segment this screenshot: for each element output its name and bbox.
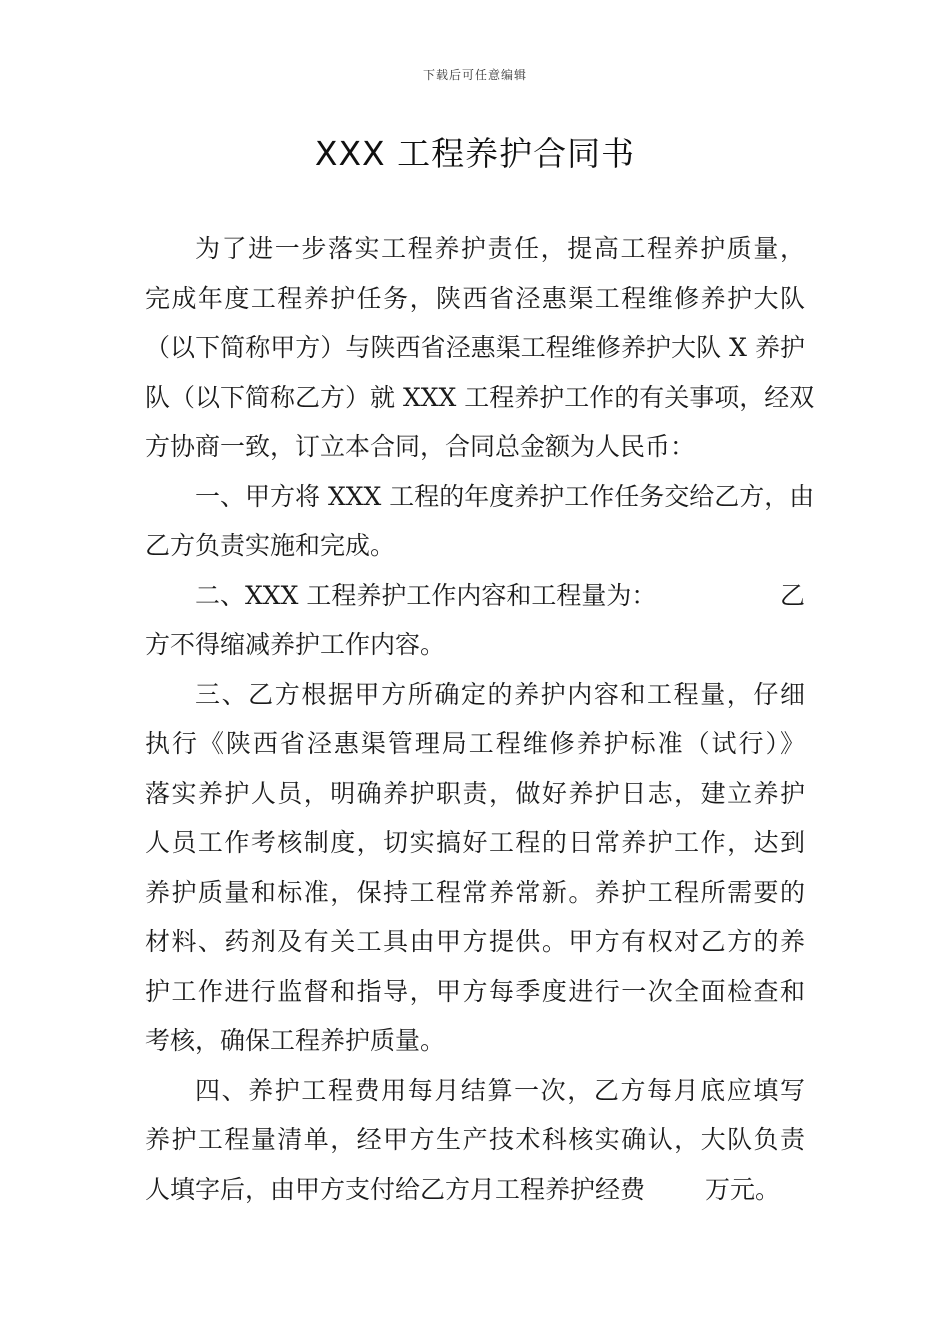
text-line: （以下简称甲方）与陕西省泾惠渠工程维修养护大队 X 养护: [145, 333, 805, 362]
clause-4-fee-text: 人填字后，由甲方支付给乙方月工程养护经费: [145, 1174, 646, 1204]
text-line: 材料、药剂及有关工具由甲方提供。甲方有权对乙方的养: [145, 927, 805, 956]
text-line: 执行《陕西省泾惠渠管理局工程维修养护标准（试行）》: [145, 729, 805, 758]
paragraph-clause-3: [145, 670, 805, 1066]
text-line: 四、养护工程费用每月结算一次，乙方每月底应填写: [195, 1075, 805, 1105]
text-line: 队（以下简称乙方）就 XXX 工程养护工作的有关事项，经双: [145, 382, 815, 412]
paragraph-clause-2: [145, 571, 805, 670]
text-line: [145, 571, 805, 621]
paragraph-intro: [145, 224, 815, 472]
clause-2-continuation: 乙: [779, 580, 805, 610]
clause-2-text: 二、XXX 工程养护工作内容和工程量为：: [195, 580, 657, 610]
document-title: XXX 工程养护合同书: [314, 134, 636, 173]
text-line: 乙方负责实施和完成。: [145, 531, 396, 560]
text-line: 考核，确保工程养护质量。: [145, 1026, 446, 1055]
text-line: 护工作进行监督和指导，甲方每季度进行一次全面检查和: [145, 976, 805, 1006]
text-line: 方协商一致，订立本合同，合同总金额为人民币：: [145, 432, 696, 461]
contract-body: [145, 224, 815, 1214]
text-line: [145, 1165, 805, 1215]
text-line: 养护质量和标准，保持工程常养常新。养护工程所需要的: [145, 877, 805, 907]
paragraph-clause-4: [145, 1066, 805, 1215]
clause-4-unit: 万元。: [705, 1174, 781, 1204]
text-line: 为了进一步落实工程养护责任，提高工程养护质量，: [195, 234, 805, 263]
text-line: 三、乙方根据甲方所确定的养护内容和工程量，仔细: [195, 679, 805, 709]
text-line: 一、甲方将 XXX 工程的年度养护工作任务交给乙方，由: [195, 481, 815, 511]
paragraph-clause-1: [145, 472, 815, 571]
header-note: 下载后可任意编辑: [422, 68, 527, 82]
text-line: 完成年度工程养护任务，陕西省泾惠渠工程维修养护大队: [145, 283, 805, 313]
text-line: 养护工程量清单，经甲方生产技术科核实确认，大队负责: [145, 1125, 805, 1154]
text-line: 方不得缩减养护工作内容。: [145, 630, 446, 659]
text-line: 人员工作考核制度，切实搞好工程的日常养护工作，达到: [145, 828, 805, 857]
text-line: 落实养护人员，明确养护职责，做好养护日志，建立养护: [145, 778, 805, 808]
